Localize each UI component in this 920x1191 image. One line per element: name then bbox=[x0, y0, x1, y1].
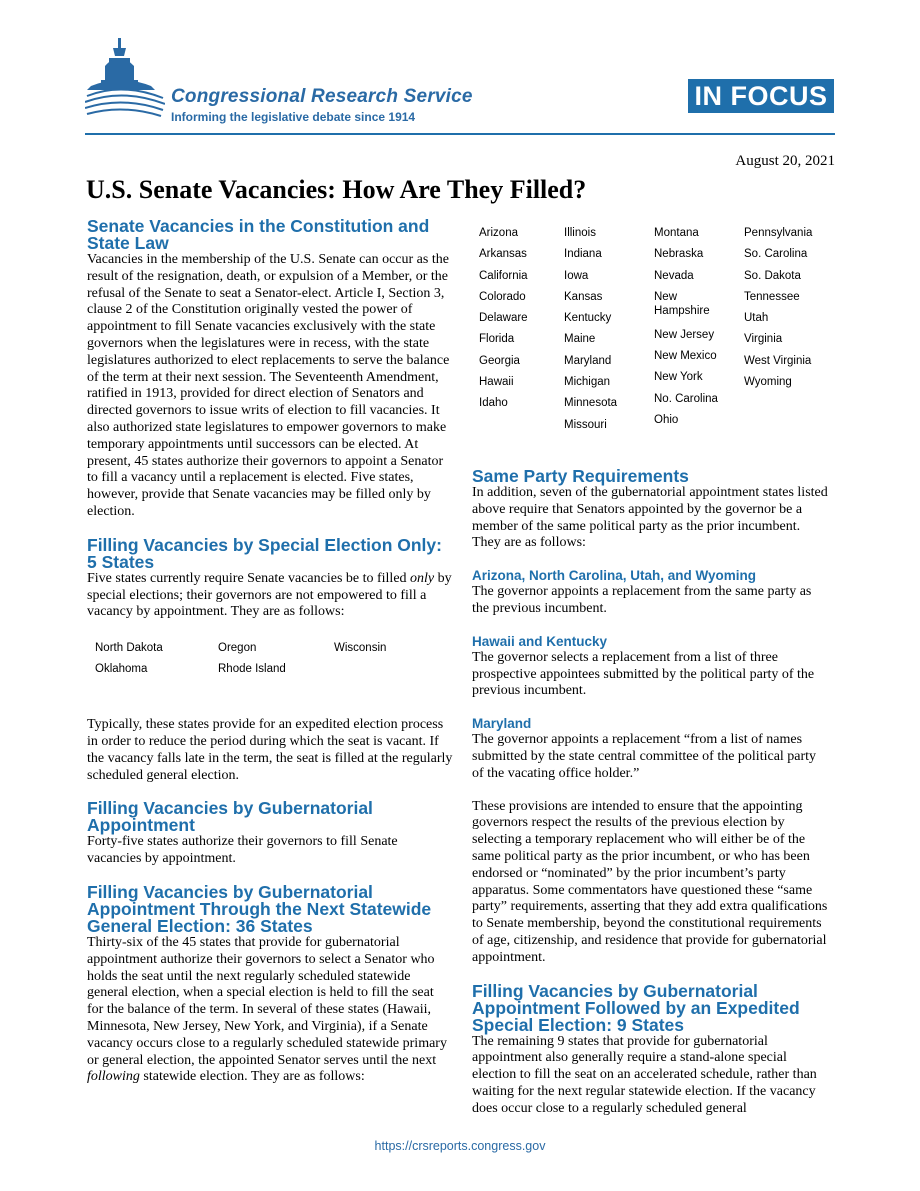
section-body: The governor selects a replacement from a list of three prospective appointees submitted by the political party of the previous incumbent. bbox=[472, 649, 815, 699]
section-body: Forty-five states authorize their governors to fill Senate vacancies by appointment. bbox=[87, 834, 398, 867]
section-heading: Filling Vacancies by Special Election Only: 5 States bbox=[87, 534, 442, 572]
table-column bbox=[95, 641, 163, 684]
section-body: Typically, these states provide for an expedited election process in order to reduce the period during which the seat is vacant. If the vacancy falls late in the term, the seat is filled at the regularly scheduled general election. bbox=[87, 717, 453, 783]
table-cell: Delaware bbox=[479, 312, 528, 325]
table-cell: Iowa bbox=[564, 269, 589, 282]
page-title: U.S. Senate Vacancies: How Are They Filled? bbox=[86, 175, 587, 204]
table-cell: Wisconsin bbox=[334, 642, 387, 655]
subsection-heading: Hawaii and Kentucky bbox=[472, 633, 608, 649]
section-body: Thirty-six of the 45 states that provide for gubernatorial appointment authorize their governors to select a Senator who holds the seat until the next regularly scheduled statewide general election, when a special election is held to fill the seat for the balance of the term. In several of these states (Hawaii, Minnesota, New Jersey, New York, and Virginia), if a Senate vacancy occurs close to a regularly scheduled statewide primary or general election, the appointed Senator serves until the next following statewide election. They are as follows: bbox=[87, 934, 447, 1085]
table-cell: Utah bbox=[744, 312, 769, 325]
org-tagline: Informing the legislative debate since 1914 bbox=[171, 110, 416, 124]
table-cell: Kansas bbox=[564, 290, 603, 303]
table-cell: Kentucky bbox=[564, 312, 612, 325]
table-cell: Maine bbox=[564, 333, 596, 346]
table-cell: Nevada bbox=[654, 269, 694, 282]
special-election-states-table bbox=[87, 621, 453, 705]
section-heading: Filling Vacancies by Gubernatorial Appointment bbox=[87, 798, 373, 836]
table-cell: Arkansas bbox=[479, 248, 527, 261]
subsection-heading: Arizona, North Carolina, Utah, and Wyoming bbox=[472, 568, 757, 584]
table-column bbox=[564, 226, 617, 439]
section-body: These provisions are intended to ensure that the appointing governors respect the results of the previous election by selecting a temporary replacement who will either be of the same political party as the prior incumbent, or who has been endorsed or “nominated” by the prior incumbent’s party apparatus. Some commentators have questioned these “same party” requirements, asserting that they add extra qualifications to Senate membership, beyond the constitutional requirements of age, citizenship, and residence that provide for gubernatorial appointment. bbox=[472, 798, 828, 965]
section-body: The remaining 9 states that provide for gubernatorial appointment also generally require a stand-alone special election to fill the seat on an accelerated schedule, rather than waiting for the next regular statewide election. If the vacancy does occur close to a regularly scheduled general bbox=[472, 1033, 817, 1116]
table-cell: Michigan bbox=[564, 376, 611, 389]
table-cell: Virginia bbox=[744, 333, 783, 346]
table-cell: So. Carolina bbox=[744, 248, 808, 261]
section-body: The governor appoints a replacement from the same party as the previous incumbent. bbox=[472, 584, 812, 616]
appointment-states-table bbox=[472, 218, 828, 468]
table-cell: New Mexico bbox=[654, 350, 717, 363]
right-column bbox=[472, 218, 828, 1118]
table-column bbox=[334, 641, 386, 662]
section-heading: Filling Vacancies by Gubernatorial Appointment Through the Next Statewide General Election: 36 States bbox=[87, 881, 432, 936]
header-divider bbox=[85, 133, 835, 135]
table-cell: New Hampshire bbox=[654, 290, 710, 317]
section-body: Vacancies in the membership of the U.S. Senate can occur as the result of the resignation, death, or expulsion of a Member, or the refusal of the Senate to seat a Senator-elect. Article I, Section 3, clause 2 of the Constitution originally vested the power of appointment to fill Senate vacancies exclusively with the state governors when the legislatures were in recess, with the state legislatures authorized to elect replacements to serve the balance of the term at their next session. The Seventeenth Amendment, ratified in 1913, provided for direct election of Senators and directed governors to issue writs of election to fill vacancies. It also authorized state legislatures to empower governors to make temporary appointments until successors can be elected. At present, 45 states authorize their governors to appoint a Senator to fill a vacancy until a replacement is elected. Five states, however, provide that Senate vacancies may be filled only by election. bbox=[87, 252, 450, 519]
section-body: In addition, seven of the gubernatorial appointment states listed above require that Senators appointed by the governor be a member of the same political party as the prior incumbent. They are as follows: bbox=[472, 485, 828, 551]
table-cell: No. Carolina bbox=[654, 392, 718, 405]
section-heading: Senate Vacancies in the Constitution and State Law bbox=[87, 216, 430, 253]
section-heading: Filling Vacancies by Gubernatorial Appointment Followed by an Expedited Special Election: 9 States bbox=[472, 980, 800, 1035]
table-cell: Ohio bbox=[654, 414, 679, 427]
table-column bbox=[654, 226, 736, 434]
table-cell: North Dakota bbox=[95, 642, 163, 655]
table-cell: Indiana bbox=[564, 248, 602, 261]
table-cell: Nebraska bbox=[654, 248, 704, 261]
table-cell: New York bbox=[654, 371, 703, 384]
section-heading: Same Party Requirements bbox=[472, 466, 689, 486]
table-cell: Rhode Island bbox=[218, 663, 286, 676]
table-cell: Maryland bbox=[564, 354, 612, 367]
table-cell: Minnesota bbox=[564, 397, 618, 410]
report-header bbox=[85, 36, 835, 136]
table-cell: So. Dakota bbox=[744, 269, 801, 282]
table-cell: Oklahoma bbox=[95, 663, 148, 676]
table-cell: Tennessee bbox=[744, 290, 800, 303]
org-name: Congressional Research Service bbox=[171, 86, 473, 107]
footer-url-link[interactable]: https://crsreports.congress.gov bbox=[374, 1139, 546, 1153]
table-cell: Hawaii bbox=[479, 376, 514, 389]
report-date: August 20, 2021 bbox=[735, 153, 835, 169]
left-column bbox=[87, 218, 453, 1086]
table-cell: Illinois bbox=[564, 227, 596, 239]
table-column bbox=[479, 226, 528, 418]
in-focus-badge: IN FOCUS bbox=[688, 79, 834, 113]
table-cell: Georgia bbox=[479, 354, 520, 367]
table-column bbox=[218, 641, 286, 684]
subsection-heading: Maryland bbox=[472, 716, 532, 732]
table-cell: Montana bbox=[654, 227, 699, 239]
capitol-dome-icon bbox=[85, 36, 165, 122]
section-body: The governor appoints a replacement “from a list of names submitted by the state central committee of the political party of the vacating office holder.” bbox=[472, 732, 817, 781]
table-cell: New Jersey bbox=[654, 328, 715, 341]
table-cell: Wyoming bbox=[744, 376, 792, 389]
table-cell: Oregon bbox=[218, 642, 257, 655]
table-cell: California bbox=[479, 269, 528, 282]
table-column bbox=[744, 226, 812, 396]
table-cell: Missouri bbox=[564, 418, 607, 431]
table-cell: West Virginia bbox=[744, 354, 812, 367]
table-cell: Colorado bbox=[479, 290, 526, 303]
section-body: Five states currently require Senate vacancies be to filled only by special elections; their governors are not empowered to fill a vacancy by appointment. They are as follows: bbox=[87, 570, 452, 620]
table-cell: Arizona bbox=[479, 227, 518, 239]
table-cell: Idaho bbox=[479, 397, 508, 410]
table-cell: Florida bbox=[479, 333, 515, 346]
table-cell: Pennsylvania bbox=[744, 227, 813, 239]
